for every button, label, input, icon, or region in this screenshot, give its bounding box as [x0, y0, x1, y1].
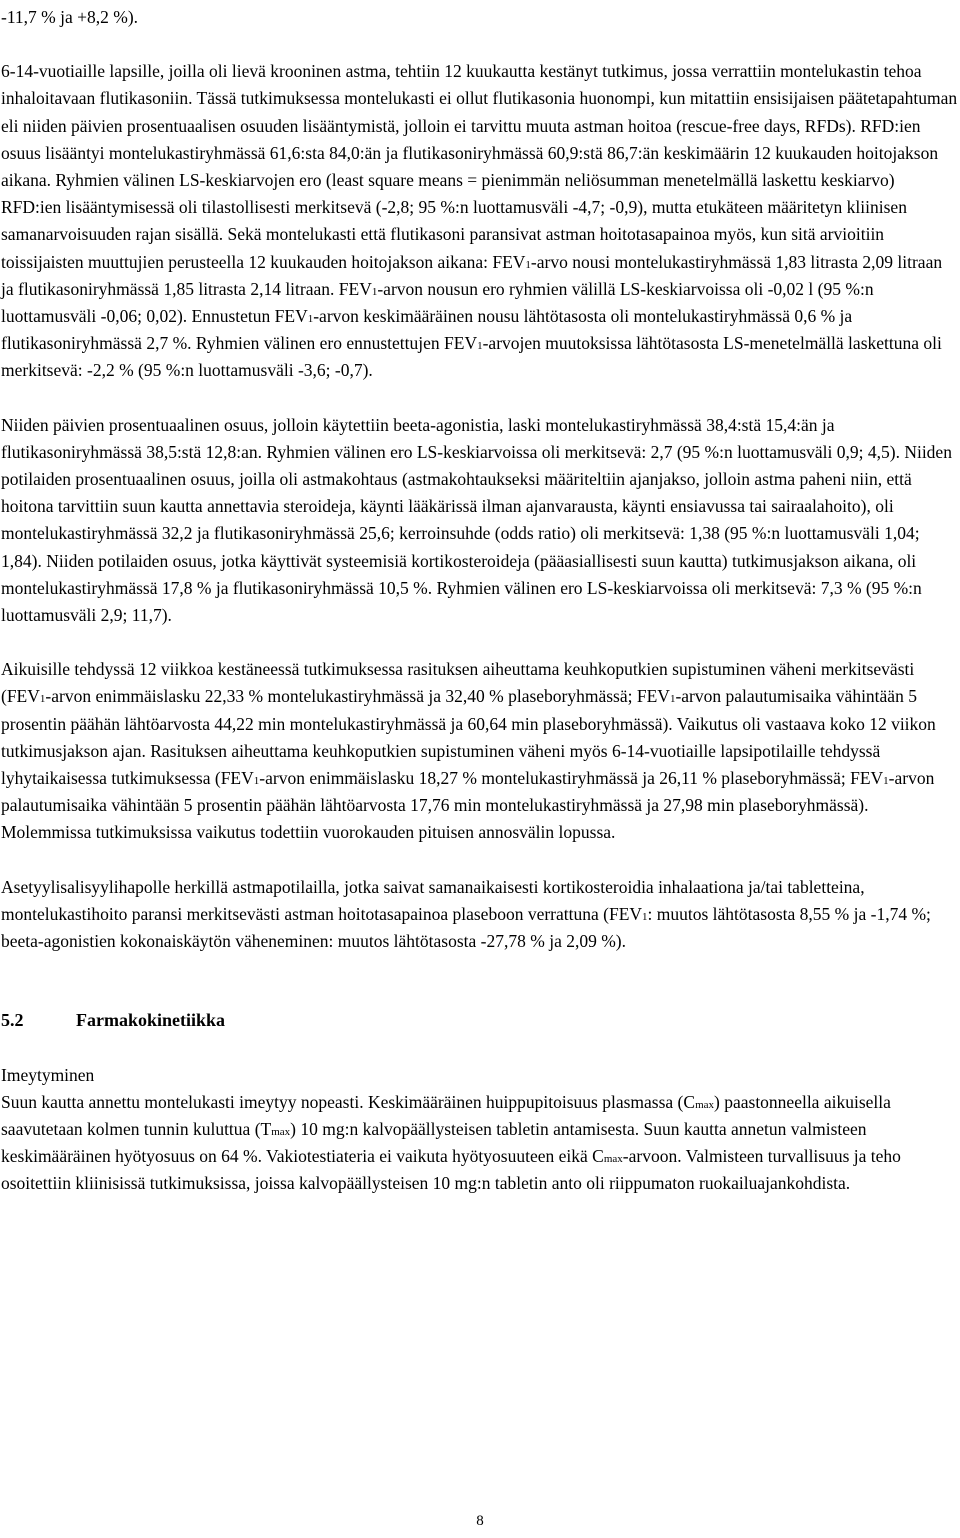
paragraph-beta-agonist: Niiden päivien prosentuaalinen osuus, jolloin käytettiin beeta-agonistia, laski montelukastiryhmässä 38,4:stä 15,4:än ja flutikasoniryhmässä 38,5:stä 12,8:an. Ryhmien välinen ero LS-keskiarvoissa oli merkitsevä: 2,7 (95 %:n luottamusväli 0,9; 4,5). Niiden potilaiden prosentuaalinen osuus, joilla oli astmakohtaus (astmakohtaukseksi määriteltiin ajanjakso, jolloin astma paheni niin, että hoitona tarvittiin suun kautta annettavia steroideja, käynti lääkärissä ilman ajanvarausta, käynti ensiavussa tai sairaalahoito), oli montelukastiryhmässä 32,2 ja flutikasoniryhmässä 25,6; kerroinsuhde (odds ratio) oli merkitsevä: 1,38 (95 %:n luottamusväli 1,04; 1,84). Niiden potilaiden osuus, jotka käyttivät systeemisiä kortikosteroideja (pääasiallisesti suun kautta) tutkimusjakson aikana, oli montelukastiryhmässä 17,8 % ja flutikasoniryhmässä 10,5 %. Ryhmien välinen ero LS-keskiarvoissa oli merkitsevä: 7,3 % (95 %:n luottamusväli 2,9; 11,7).	[1, 414, 952, 626]
text-run: -arvoon. Valmisteen turvallisuus ja teho osoitettiin kliinisissä tutkimuksissa, joissa kalvopäällysteisen 10 mg:n tabletin anto oli riippumaton ruokailuajankohdista.	[1, 1146, 901, 1194]
section-heading	[1, 1007, 958, 1034]
document-page	[1, 4, 958, 1198]
text-run: 6-14-vuotiaille lapsille, joilla oli lievä krooninen astma, tehtiin 12 kuukautta kestänyt tutkimus, jossa verrattiin montelukastin tehoa inhaloitavaan flutikasoniin. Tässä tutkimuksessa montelukasti ei ollut flutikasonia huonompi, kun mitattiin ensisijaisen päätetapahtuman eli niiden päivien prosentuaalisen osuuden lisääntymistä, jolloin ei tarvittu muuta astman hoitoa (rescue-free days, RFDs). RFD:ien osuus lisääntyi montelukastiryhmässä 61,6:sta 84,0:än ja flutikasoniryhmässä 60,9:stä 86,7:än keskimäärin 12 kuukauden hoitojakson aikana. Ryhmien välinen LS-keskiarvojen ero (least square means = pienimmän neliösumman menetelmällä laskettu keskiarvo) RFD:ien lisääntymisessä oli tilastollisesti merkitsevä (-2,8; 95 %:n luottamusväli -4,7; -0,9), mutta etukäteen määritetyn kliinisen samanarvoisuuden rajan sisällä. Sekä montelukasti että flutikasoni paransivat astman hoitotasapainoa myös, kun sitä arvioitiin toissijaisten muuttujien perusteella 12 kuukauden hoitojakson aikana: FEV	[1, 61, 958, 272]
text-run: : muutos lähtötasosta 8,55 % ja -1,74 %; beeta-agonistien kokonaiskäytön väheneminen: muutos lähtötasosta -27,78 % ja 2,09 %).	[1, 903, 931, 952]
text-run: -arvon palautumisaika vähintään 5 prosentin päähän lähtöarvosta 44,22 min montelukastiryhmässä ja 60,64 min plaseboryhmässä). Vaikutus oli vastaava koko 12 viikon tutkimusjakson ajan. Rasituksen aiheuttama keuhkoputkien supistuminen väheni myös 6-14-vuotiaille lapsipotilaille tehdyssä lyhytaikaisessa tutkimuksessa (FEV	[1, 686, 936, 789]
text-run: -arvo nousi montelukastiryhmässä 1,83 litrasta 2,09 litraan ja flutikasoniryhmässä 1,85 litrasta 2,14 litraan. FEV	[1, 251, 943, 299]
paragraph-absorption	[1, 1089, 958, 1198]
text-run: -arvon enimmäislasku 18,27 % montelukastiryhmässä ja 26,11 % plaseboryhmässä; FEV	[259, 768, 884, 789]
paragraph-exercise-study	[1, 656, 958, 846]
paragraph-aspirin-sensitive	[1, 874, 958, 956]
subscript: 1	[253, 775, 260, 788]
subscript: max	[695, 1098, 715, 1111]
subscript: 1	[307, 313, 314, 326]
subscript: 1	[642, 910, 648, 923]
subscript: 1	[883, 775, 889, 788]
subsection-title: Imeytyminen	[1, 1064, 95, 1085]
subscript: 1	[477, 340, 483, 353]
section-number: 5.2	[1, 1010, 24, 1031]
subscript: max	[603, 1153, 623, 1166]
subscript: max	[271, 1125, 291, 1138]
text-run: -arvon palautumisaika vähintään 5 prosentin päähän lähtöarvosta 17,76 min montelukastiryhmässä ja 27,98 min plaseboryhmässä). Molemmissa tutkimuksissa vaikutus todettiin vuorokauden pituisen annosvälin lopussa.	[1, 768, 935, 843]
paragraph-children-study	[1, 58, 958, 384]
text-run: ) paastonneella aikuisella saavutetaan kolmen tunnin kuluttua (T	[1, 1091, 891, 1139]
subscript: 1	[669, 693, 676, 706]
text-run: Aikuisille tehdyssä 12 viikkoa kestäneessä tutkimuksessa rasituksen aiheuttama keuhkoputkien supistuminen väheni merkitsevästi (FEV	[1, 659, 915, 707]
page-number: 8	[476, 1513, 484, 1529]
text-run: -arvon keskimääräinen nousu lähtötasosta oli montelukastiryhmässä 0,6 % ja flutikasoniryhmässä 2,7 %. Ryhmien välinen ero ennustettujen FEV	[1, 306, 853, 354]
paragraph-continuation: -11,7 % ja +8,2 %).	[1, 7, 139, 27]
text-run: -arvojen muutoksissa lähtötasosta LS-menetelmällä laskettuna oli merkitsevä: -2,2 % (95 %:n luottamusväli -3,6; -0,7).	[1, 333, 942, 381]
text-run: Suun kautta annettu montelukasti imeytyy nopeasti. Keskimääräinen huippupitoisuus plasmassa (C	[1, 1091, 696, 1112]
text-run: -arvon enimmäislasku 22,33 % montelukastiryhmässä ja 32,40 % plaseboryhmässä; FEV	[45, 686, 670, 707]
text-run: Asetyylisalisyylihapolle herkillä astmapotilailla, jotka saivat samanaikaisesti kortikosteroidia inhalaationa ja/tai tabletteina, montelukastihoito paransi merkitsevästi astman hoitotasapainoa plaseboon verrattuna (FEV	[1, 876, 865, 924]
text-run: -arvon nousun ero ryhmien välillä LS-keskiarvoissa oli -0,02 l (95 %:n luottamusväli -0,06; 0,02). Ennustetun FEV	[1, 278, 874, 327]
subscript: 1	[371, 285, 378, 298]
subscript: 1	[525, 258, 531, 271]
text-run: ) 10 mg:n kalvopäällysteisen tabletin antamisesta. Suun kautta annetun valmisteen keskimääräinen hyötyosuus on 64 %. Vakiotestiateria ei vaikuta hyötyosuuteen eikä C	[1, 1118, 867, 1167]
subscript: 1	[39, 693, 46, 706]
section-title: Farmakokinetiikka	[76, 1010, 226, 1031]
